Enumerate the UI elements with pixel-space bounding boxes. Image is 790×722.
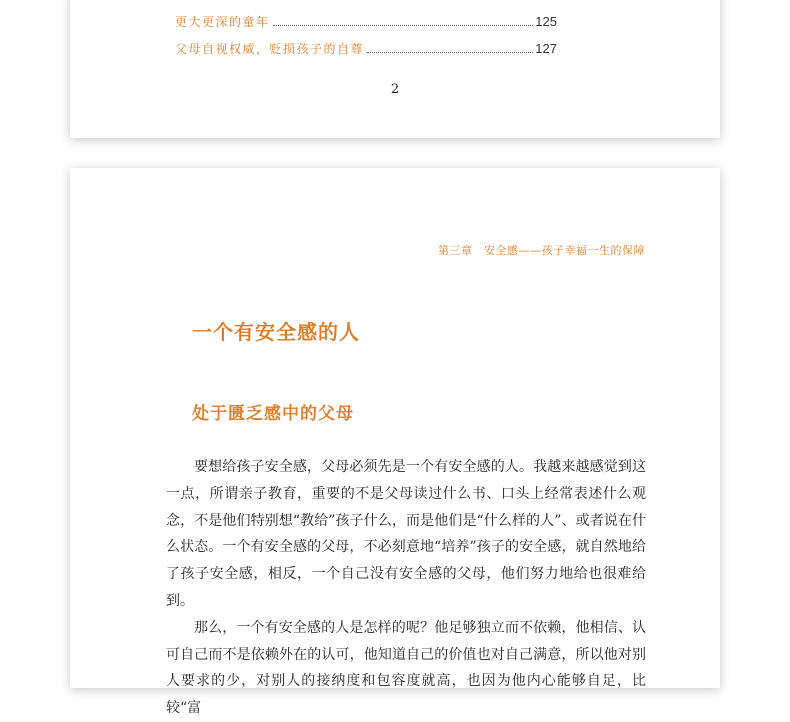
paragraph: 那么，一个有安全感的人是怎样的呢？他足够独立而不依赖，他相信、认可自己而不是依赖外在的认可，他知道自己的价值也对自己满意，所以他对别人要求的少，对别人的接纳度和包容度就高，也因为他内心能够自足，比较“富 <box>166 619 646 717</box>
body-text <box>166 454 646 722</box>
toc-entry-page <box>535 0 557 2</box>
toc-entry-title <box>175 0 243 2</box>
section-title: 处于匮乏感中的父母 <box>192 404 354 424</box>
toc-entry[interactable] <box>175 0 557 2</box>
page-number: 2 <box>390 82 400 97</box>
toc-entry-page: 125 <box>535 14 557 29</box>
paragraph: 要想给孩子安全感，父母必须先是一个有安全感的人。我越来越感觉到这一点，所谓亲子教育，重要的不是父母读过什么书、口头上经常表述什么观念，不是他们特别想“教给”孩子什么，而是他们是“什么样的人”、或者说在什么状态。一个有安全感的父母，不必刻意地“培养”孩子的安全感，就自然地给了孩子安全感，相反，一个自己没有安全感的父母，他们努力地给也很难给到。 <box>166 459 646 609</box>
toc-leader-dots <box>273 25 534 26</box>
toc-entry-title: 父母自视权威，贬损孩子的自尊 <box>175 42 365 56</box>
toc-entry[interactable] <box>175 37 557 57</box>
toc-entry[interactable] <box>175 10 557 30</box>
toc-entry-title: 更大更深的童年 <box>175 15 270 29</box>
chapter-title: 一个有安全感的人 <box>192 320 360 344</box>
toc-leader-dots <box>367 52 533 53</box>
previous-page <box>70 0 720 138</box>
current-page <box>70 168 720 717</box>
running-head: 第三章 安全感——孩子幸福一生的保障 <box>438 244 645 257</box>
toc-entry-page: 127 <box>535 41 557 56</box>
